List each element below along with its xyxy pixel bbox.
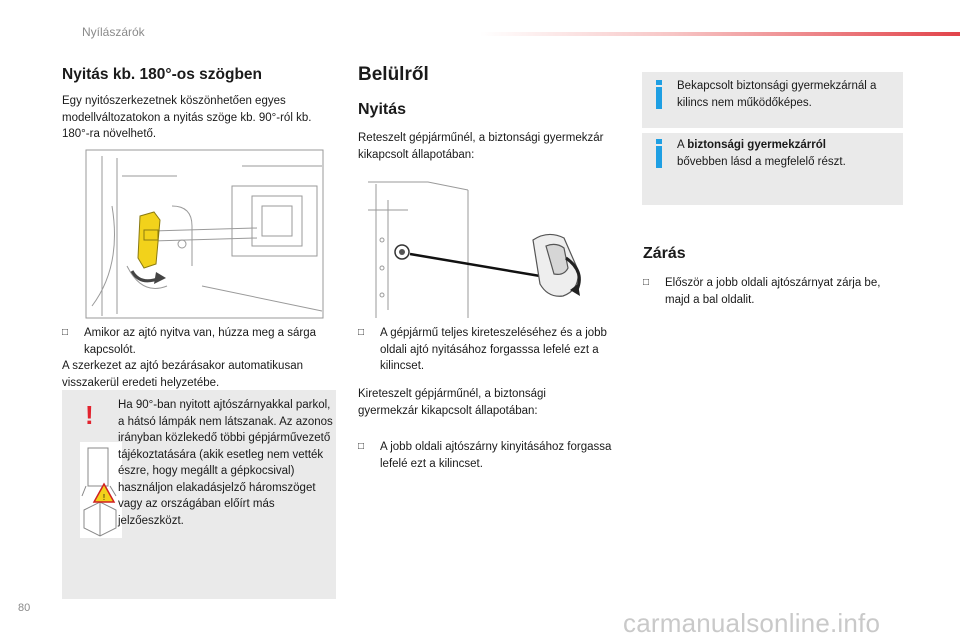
section-heading-opening-180: Nyitás kb. 180°-os szögben (62, 66, 263, 83)
bullet-marker-icon: □ (358, 441, 365, 452)
bullet-pull-yellow-switch (62, 325, 332, 358)
after-paragraph: A szerkezet az ajtó bezárásakor automatikusan visszakerül eredeti helyzetébe. (62, 360, 303, 389)
svg-text:!: ! (102, 493, 106, 502)
info-box-child-lock (642, 72, 903, 128)
bullet-marker-icon: □ (62, 327, 69, 338)
bullet-open-right-door (358, 439, 613, 472)
bullet-close-order (643, 275, 905, 308)
header-rule (480, 32, 960, 36)
warning-text: Ha 90°-ban nyitott ajtószárnyakkal parkol, a hátsó lámpák nem látszanak. Az azonos irányban közlekedő többi gépjárművezető tájékoztatására (akik esetleg nem vették észre, hogy megállt a gépkocsival) használjon elakadásjelző háromszöget vagy az országában előírt más jelzőeszközt. (118, 399, 333, 527)
bullet-marker-icon: □ (643, 277, 650, 288)
locked-vehicle-paragraph: Reteszelt gépjárműnél, a biztonsági gyermekzár kikapcsolt állapotában: (358, 132, 604, 161)
section-heading-closing: Zárás (643, 245, 686, 262)
bullet-text: Amikor az ajtó nyitva van, húzza meg a sárga kapcsolót. (84, 327, 317, 356)
door-stop-illustration (82, 146, 327, 322)
info-text-rest: bővebben lásd a megfelelő részt. (677, 155, 846, 168)
info-box-more-details (642, 133, 903, 205)
info-icon (656, 146, 662, 168)
page-number: 80 (18, 602, 31, 614)
bullet-text: A gépjármű teljes kireteszeléséhez és a jobb oldali ajtó nyitásához forgasssa lefelé ezt a kilincset. (380, 327, 607, 372)
warning-exclamation-icon: ! (85, 400, 94, 430)
vehicle-and-triangle-illustration (80, 442, 122, 538)
interior-handle-illustration (368, 180, 608, 320)
info-text: Bekapcsolt biztonsági gyermekzárnál a kilincs nem működőképes. (677, 80, 877, 109)
section-heading-inside: Belülről (358, 64, 429, 85)
bullet-full-unlock (358, 325, 620, 375)
info-text (677, 137, 899, 170)
warning-box (62, 390, 336, 599)
bullet-text: Először a jobb oldali ajtószárnyat zárja be, majd a bal oldalit. (665, 277, 881, 306)
intro-paragraph: Egy nyitószerkezetnek köszönhetően egyes modellváltozatokon a nyitás szöge kb. 90°-ról kb. 180°-ra növelhető. (62, 95, 312, 140)
unlocked-vehicle-paragraph: Kireteszelt gépjárműnél, a biztonsági gyermekzár kikapcsolt állapotában: (358, 388, 546, 417)
bullet-marker-icon: □ (358, 327, 365, 338)
bullet-text: A jobb oldali ajtószárny kinyitásához forgassa lefelé ezt a kilincset. (380, 441, 612, 470)
header-title: Nyílászárók (82, 25, 145, 39)
watermark: carmanualsonline.info (623, 608, 881, 638)
info-text-prefix: A (677, 139, 688, 151)
info-icon (656, 87, 662, 109)
subheading-opening: Nyitás (358, 101, 407, 118)
info-text-bold-link: biztonsági gyermekzárról (687, 139, 826, 151)
